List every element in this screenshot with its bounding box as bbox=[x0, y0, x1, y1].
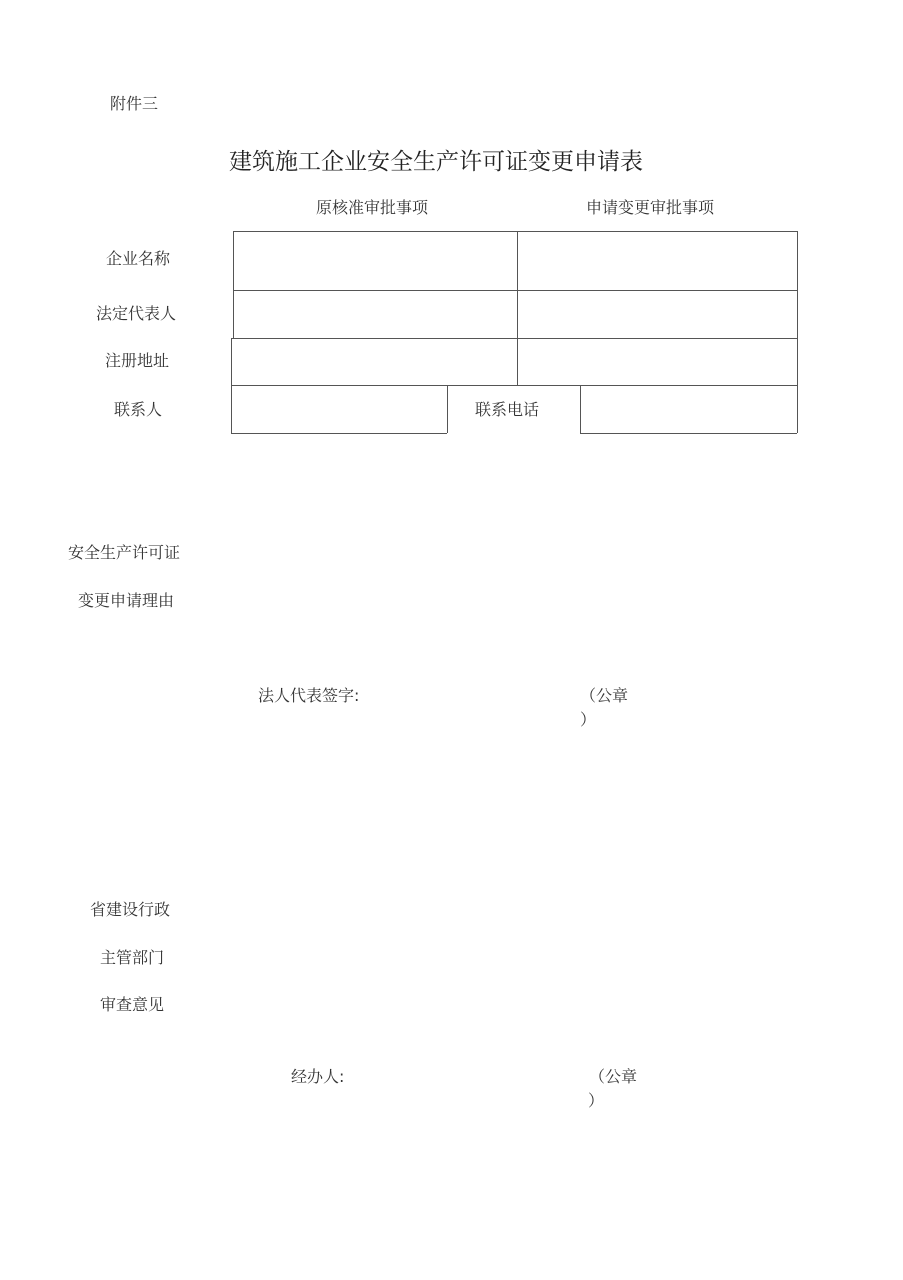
review-label-line1: 省建设行政 bbox=[90, 900, 171, 919]
table-line bbox=[797, 231, 798, 433]
header-original: 原核准审批事项 bbox=[315, 198, 429, 217]
contact-field[interactable] bbox=[232, 386, 447, 433]
legal-rep-changed-field[interactable] bbox=[518, 291, 797, 338]
seal-close: ） bbox=[580, 710, 597, 729]
review-seal-open: （公章 bbox=[589, 1067, 638, 1086]
row-label-registered-address: 注册地址 bbox=[104, 351, 170, 370]
reason-label-line1: 安全生产许可证 bbox=[68, 543, 181, 562]
header-changed: 申请变更审批事项 bbox=[585, 198, 715, 217]
page-title: 建筑施工企业安全生产许可证变更申请表 bbox=[229, 149, 643, 175]
legal-rep-original-field[interactable] bbox=[234, 291, 517, 338]
row-label-contact: 联系人 bbox=[113, 400, 163, 419]
table-line bbox=[231, 433, 447, 434]
row-label-legal-representative: 法定代表人 bbox=[95, 304, 177, 323]
row-label-company-name: 企业名称 bbox=[105, 249, 171, 268]
attachment-label: 附件三 bbox=[110, 94, 159, 113]
address-changed-field[interactable] bbox=[518, 339, 797, 385]
reason-label-line2: 变更申请理由 bbox=[78, 591, 175, 610]
handler-label: 经办人: bbox=[291, 1067, 345, 1086]
phone-label: 联系电话 bbox=[474, 400, 540, 419]
company-name-changed-field[interactable] bbox=[518, 232, 797, 290]
legal-rep-signature-label: 法人代表签字: bbox=[258, 686, 360, 705]
company-name-original-field[interactable] bbox=[234, 232, 517, 290]
address-original-field[interactable] bbox=[232, 339, 517, 385]
review-label-line3: 审查意见 bbox=[100, 995, 165, 1014]
table-line bbox=[447, 385, 448, 433]
review-label-line2: 主管部门 bbox=[100, 948, 165, 967]
seal-open: （公章 bbox=[580, 686, 629, 705]
review-seal-close: ） bbox=[588, 1091, 605, 1110]
table-line bbox=[580, 433, 797, 434]
phone-field[interactable] bbox=[581, 386, 797, 433]
